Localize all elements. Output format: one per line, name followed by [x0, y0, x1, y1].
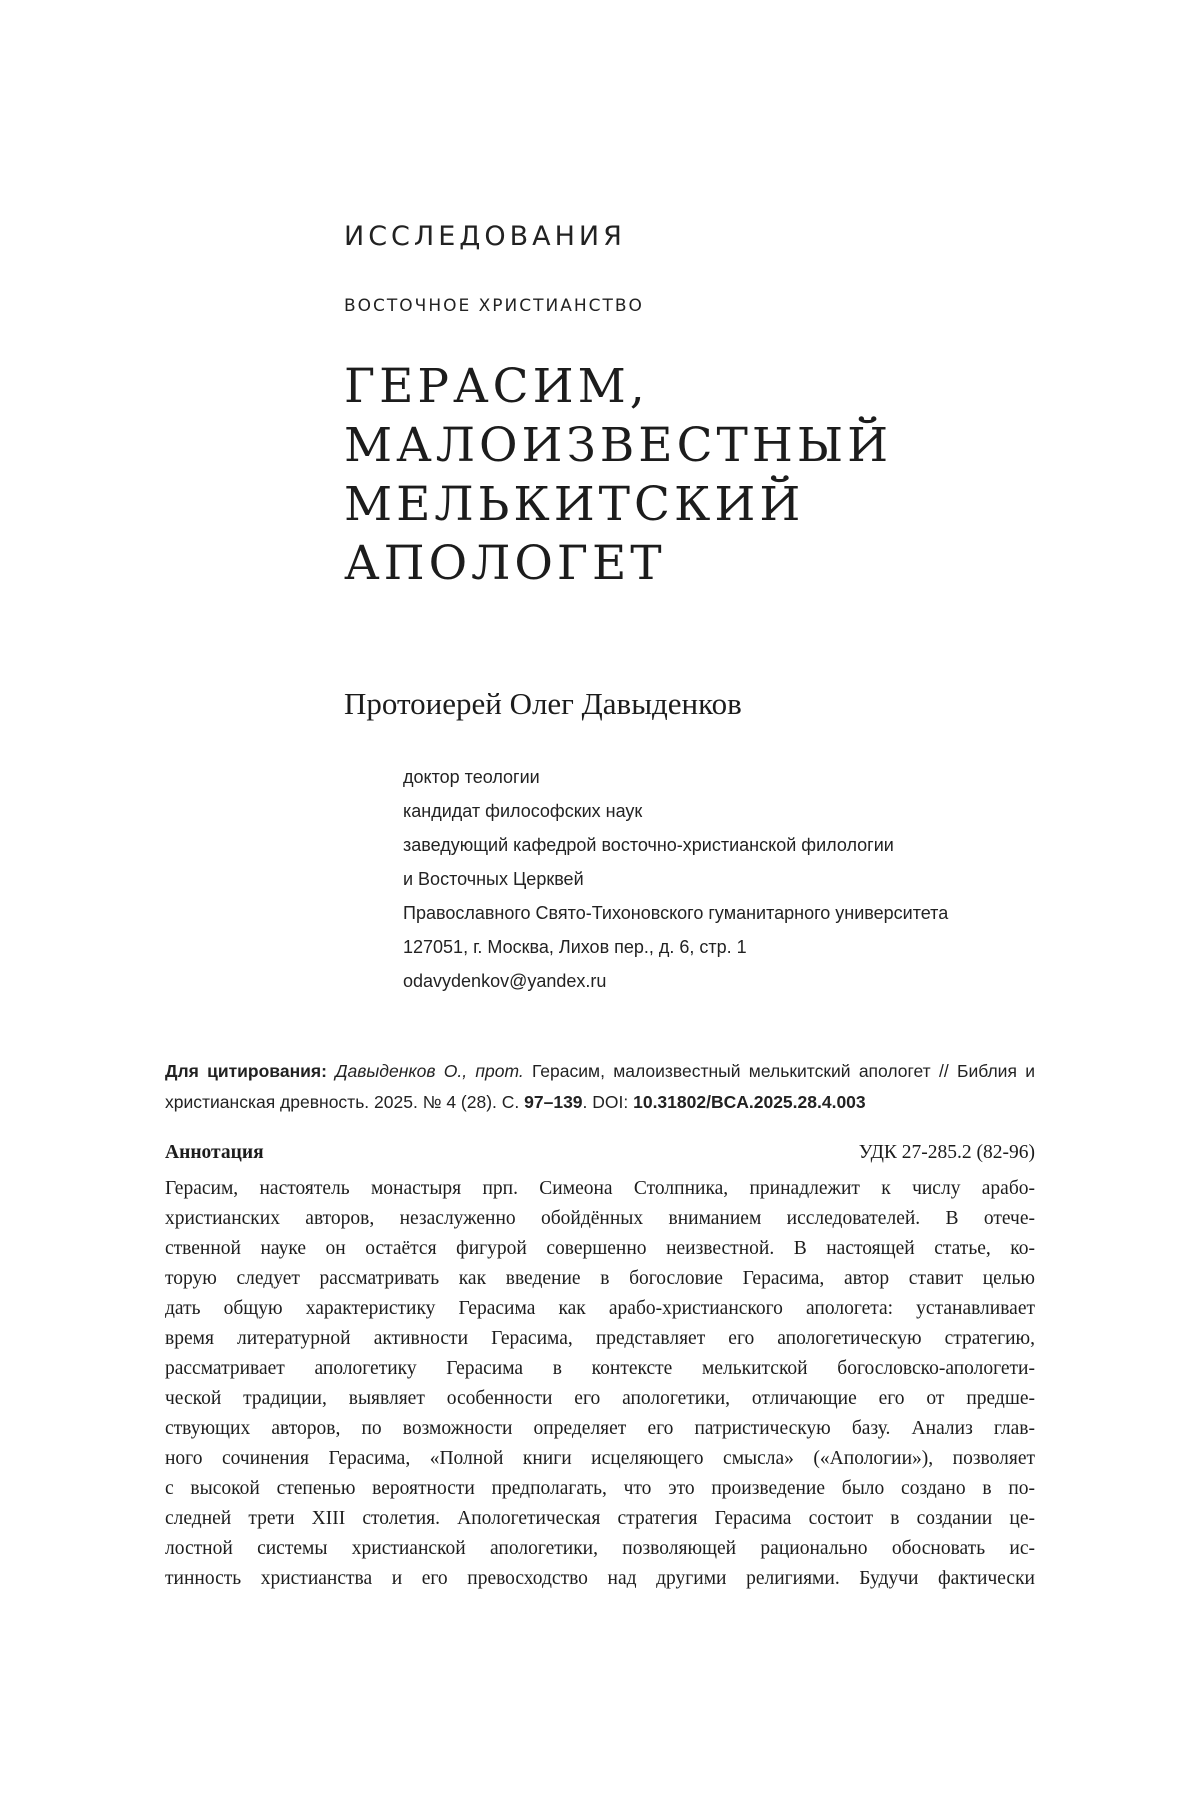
udk-code: УДК 27-285.2 (82-96) — [858, 1142, 1035, 1163]
affiliation-line: доктор теологии — [403, 767, 540, 787]
abstract-line: ческой традиции, выявляет особенности его апологетики, отличающие его от предше- — [165, 1388, 1035, 1409]
title-line: АПОЛОГЕТ — [344, 536, 666, 591]
citation-author: Давыденков О., прот. — [335, 1061, 524, 1081]
title-line: МАЛОИЗВЕСТНЫЙ — [344, 418, 893, 473]
author-email[interactable]: odavydenkov@yandex.ru — [403, 971, 607, 991]
title-line: МЕЛЬКИТСКИЙ — [344, 477, 805, 532]
subsection-heading: ВОСТОЧНОЕ ХРИСТИАНСТВО — [344, 296, 644, 316]
abstract-line: дать общую характеристику Герасима как арабо-христианского апологета: устанавливает — [165, 1298, 1035, 1319]
affiliation-line: и Восточных Церквей — [403, 869, 584, 889]
abstract-line: с высокой степенью вероятности предполагать, что это произведение было создано в по- — [165, 1478, 1035, 1499]
affiliation-line: заведующий кафедрой восточно-христианской филологии — [403, 835, 894, 855]
abstract-line: рассматривает апологетику Герасима в контексте мелькитской богословско-апологети- — [165, 1358, 1035, 1379]
affiliation-line: 127051, г. Москва, Лихов пер., д. 6, стр. 1 — [403, 937, 747, 957]
article-title — [344, 357, 1104, 593]
author-affiliation — [403, 760, 948, 998]
abstract-line: время литературной активности Герасима, представляет его апологетическую стратегию, — [165, 1328, 1035, 1349]
abstract-text — [165, 1174, 1035, 1594]
section-heading: ИССЛЕДОВАНИЯ — [344, 221, 626, 252]
abstract-line: следней трети XIII столетия. Апологетическая стратегия Герасима состоит в создании це- — [165, 1508, 1035, 1529]
citation-label: Для цитирования: — [165, 1061, 327, 1081]
abstract-line: Герасим, настоятель монастыря прп. Симеона Столпника, принадлежит к числу арабо- — [165, 1178, 1035, 1199]
abstract-header — [165, 1142, 1035, 1164]
citation-doi-label: . DOI: — [582, 1092, 634, 1112]
abstract-line: ного сочинения Герасима, «Полной книги исцеляющего смысла» («Апологии»), позволяет — [165, 1448, 1035, 1469]
abstract-line: тинность христианства и его превосходство над другими религиями. Будучи фактически — [165, 1568, 1035, 1589]
citation-block — [165, 1056, 1035, 1118]
abstract-line: христианских авторов, незаслуженно обойдённых вниманием исследователей. В отече- — [165, 1208, 1035, 1229]
citation-doi[interactable]: 10.31802/BCA.2025.28.4.003 — [633, 1092, 866, 1112]
citation-pages: 97–139 — [524, 1092, 583, 1112]
abstract-line: лостной системы христианской апологетики, позволяющей рационально обосновать ис- — [165, 1538, 1035, 1559]
abstract-label: Аннотация — [165, 1142, 264, 1163]
title-line: ГЕРАСИМ, — [344, 359, 649, 414]
affiliation-line: кандидат философских наук — [403, 801, 643, 821]
author-name: Протоиерей Олег Давыденков — [344, 686, 742, 721]
abstract-line: ствующих авторов, по возможности определяет его патристическую базу. Анализ глав- — [165, 1418, 1035, 1439]
citation-text: Герасим, малоизвестный мелькитский апологет // Библия и христианская древность. 2025. № 4 (28). С. — [165, 1061, 1035, 1112]
abstract-line: торую следует рассматривать как введение в богословие Герасима, автор ставит целью — [165, 1268, 1035, 1289]
abstract-line: ственной науке он остаётся фигурой совершенно неизвестной. В настоящей статье, ко- — [165, 1238, 1035, 1259]
affiliation-line: Православного Свято-Тихоновского гуманитарного университета — [403, 903, 949, 923]
